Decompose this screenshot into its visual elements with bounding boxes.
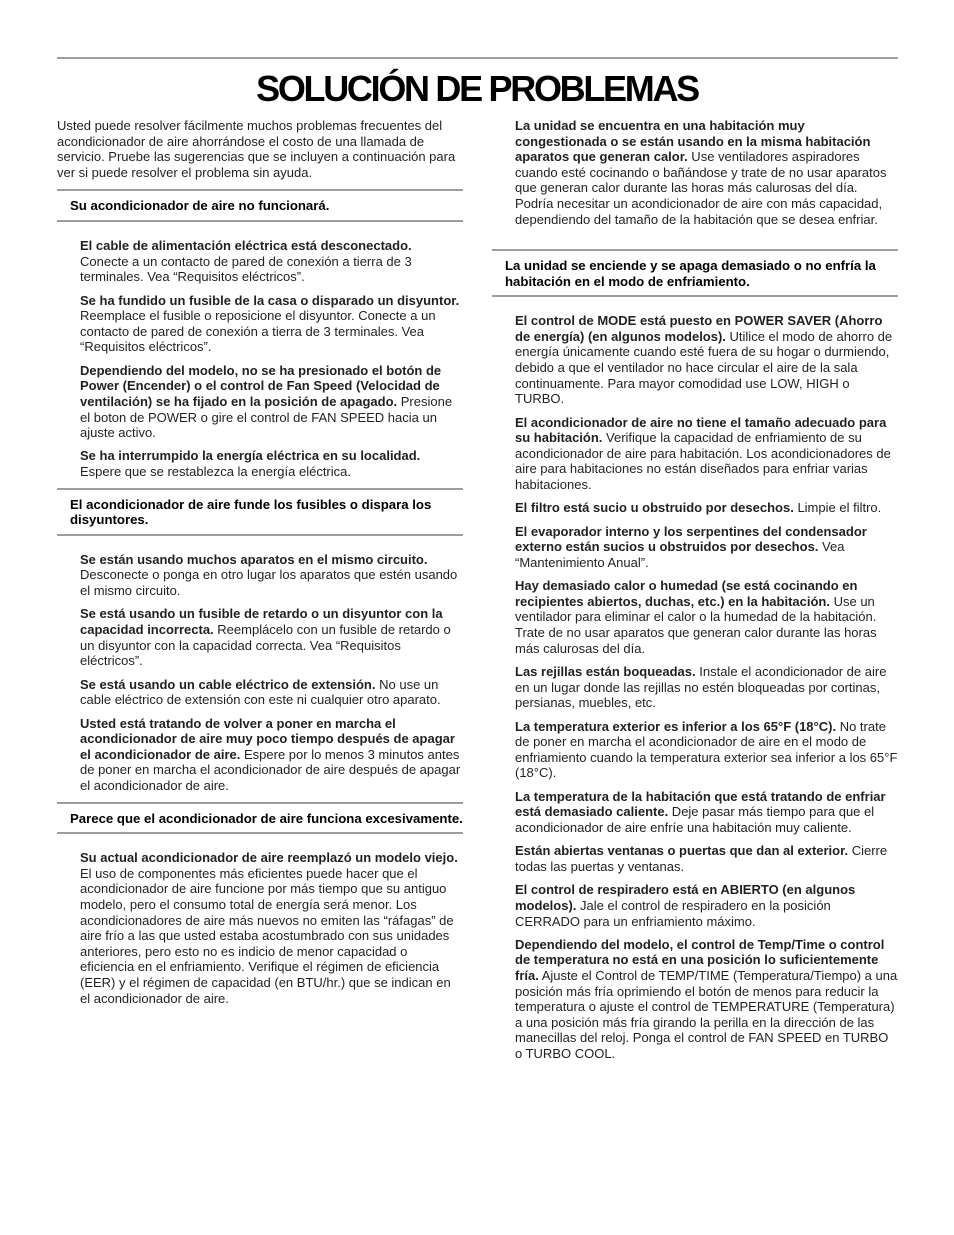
- list-item: [492, 882, 898, 929]
- item-cause: Se está usando un fusible de retardo o un disyuntor con la capacidad incorrecta.: [80, 606, 443, 638]
- item-cause: El evaporador interno y los serpentines del condensador externo están sucios u obstruidos por desechos.: [515, 523, 867, 555]
- section-heading: La unidad se enciende y se apaga demasiado o no enfría la habitación en el modo de enfriamiento.: [492, 249, 898, 297]
- list-item: [492, 313, 898, 407]
- list-item: [57, 552, 463, 599]
- item-cause: La unidad se encuentra en una habitación muy congestionada o se están usando en la misma habitación aparatos que generan calor.: [515, 118, 871, 165]
- section-heading: Su acondicionador de aire no funcionará.: [57, 189, 463, 222]
- item-remedy: El uso de componentes más eficientes puede hacer que el acondicionador de aire funcione por más tiempo que su antiguo modelo, pero el consumo total de energía será menor. Los acondicionadores de aire más nuevos no emiten las “ráfagas” de aire frío a las que usted estaba acostumbrado con sus unidades anteriores, pero esto no es indicio de menor capacidad o eficiencia en el enfriamiento. Verifique el régimen de eficiencia (EER) y el régimen de capacidad (en BTU/hr.) que se indican en el acondicionador de aire.: [80, 865, 454, 1006]
- list-item: [492, 937, 898, 1062]
- list-item: [57, 363, 463, 441]
- list-item: [57, 293, 463, 355]
- item-cause: Dependiendo del modelo, el control de Temp/Time o control de temperatura no está en una posición lo suficientemente fría.: [515, 936, 885, 984]
- item-cause: Su actual acondicionador de aire reemplazó un modelo viejo.: [80, 850, 458, 866]
- page-title: SOLUCIÓN DE PROBLEMAS: [256, 68, 698, 109]
- item-cause: El control de MODE está puesto en POWER SAVER (Ahorro de energía) (en algunos modelos).: [515, 313, 883, 344]
- item-cause: Las rejillas están boqueadas.: [515, 664, 696, 679]
- item-remedy: Vea “Mantenimiento Anual”.: [515, 539, 845, 570]
- list-item: [492, 664, 898, 711]
- left-column: [57, 118, 463, 1014]
- item-cause: Están abiertas ventanas o puertas que dan al exterior.: [515, 843, 849, 859]
- list-item: [492, 415, 898, 493]
- item-remedy: Jale el control de respiradero en la posición CERRADO para un enfriamiento máximo.: [515, 897, 831, 929]
- item-cause: El filtro está sucio u obstruido por desechos.: [515, 500, 794, 516]
- item-remedy: Reemplácelo con un fusible de retardo o un disyuntor con la capacidad correcta. Vea “Requisitos eléctricos”.: [80, 622, 451, 669]
- list-item: [492, 524, 898, 571]
- item-remedy: Cierre todas las puertas y ventanas.: [515, 843, 888, 874]
- item-remedy: No trate de poner en marcha el acondicionador de aire en el modo de enfriamiento cuando la temperatura exterior sea inferior a los 65°F (18°C).: [515, 718, 898, 781]
- list-item: [57, 716, 463, 794]
- item-remedy: Conecte a un contacto de pared de conexión a tierra de 3 terminales. Vea “Requisitos eléctricos”.: [80, 253, 412, 285]
- item-remedy: Espere por lo menos 3 minutos antes de poner en marcha el acondicionador de aire después de apagar el acondicionador de aire.: [80, 746, 461, 793]
- item-remedy: Presione el boton de POWER o gire el control de FAN SPEED hacia un ajuste activo.: [80, 393, 453, 441]
- item-remedy: Use un ventilador para eliminar el calor o la humedad de la habitación. Trate de no usar aparatos que generan calor durante las horas más calurosas del día.: [515, 593, 877, 656]
- item-cause: Dependiendo del modelo, no se ha presionado el botón de Power (Encender) o el control de Fan Speed (Velocidad de ventilación) se ha fijado en la posición de apagado.: [80, 362, 442, 409]
- list-item: [492, 789, 898, 836]
- section-no-funciona: [57, 189, 463, 479]
- item-remedy: Utilice el modo de ahorro de energía únicamente cuando esté fuera de su hogar o durmiendo, debido a que el ventilador no hace circular el aire de la sala continuamente. Para mayor comodidad use LOW, HIGH o TURBO.: [515, 328, 893, 407]
- item-cause: La temperatura exterior es inferior a los 65°F (18°C).: [515, 718, 837, 734]
- section-heading: Parece que el acondicionador de aire funciona excesivamente.: [57, 802, 463, 835]
- list-item: [57, 677, 463, 708]
- item-remedy: Desconecte o ponga en otro lugar los aparatos que estén usando el mismo circuito.: [80, 567, 458, 599]
- list-item: [492, 719, 898, 781]
- item-cause: Usted está tratando de volver a poner en marcha el acondicionador de aire muy poco tiempo después de apagar el acondicionador de aire.: [80, 715, 455, 762]
- item-cause: Se están usando muchos aparatos en el mismo circuito.: [80, 551, 428, 567]
- right-column: [492, 118, 898, 1069]
- item-cause: Se ha fundido un fusible de la casa o disparado un disyuntor.: [80, 292, 460, 308]
- list-item: [492, 578, 898, 656]
- item-cause: Se ha interrumpido la energía eléctrica en su localidad.: [80, 448, 421, 464]
- list-item: [57, 448, 463, 479]
- top-rule: [57, 57, 898, 59]
- list-item: [57, 606, 463, 668]
- item-cause: El control de respiradero está en ABIERTO (en algunos modelos).: [515, 882, 856, 913]
- item-cause: La temperatura de la habitación que está tratando de enfriar está demasiado caliente.: [515, 788, 886, 820]
- spacer: [492, 235, 898, 241]
- item-cause: El cable de alimentación eléctrica está desconectado.: [80, 237, 412, 253]
- item-remedy: Reemplace el fusible o reposicione el disyuntor. Conecte a un contacto de pared de conexión a tierra de 3 terminales. Vea “Requisitos eléctricos”.: [80, 308, 436, 355]
- item-cause: Se está usando un cable eléctrico de extensión.: [80, 676, 376, 692]
- list-item: [57, 238, 463, 285]
- item-cause: El acondicionador de aire no tiene el tamaño adecuado para su habitación.: [515, 414, 887, 446]
- list-item: [492, 843, 898, 874]
- item-remedy: Ajuste el Control de TEMP/TIME (Temperatura/Tiempo) a una posición más fría oprimiendo el botón de menos para reducir la temperatura o ajuste el control de TEMPERATURE (Temperatura) a una posición más fría girando la perilla en la dirección de las manecillas del reloj. Ponga el control de FAN SPEED en TURBO o TURBO COOL.: [515, 968, 898, 1062]
- item-remedy: Instale el acondicionador de aire en un lugar donde las rejillas no estén bloqueadas por cortinas, persianas, muebles, etc.: [515, 664, 887, 711]
- item-remedy: Deje pasar más tiempo para que el acondicionador de aire enfríe una habitación muy caliente.: [515, 804, 875, 835]
- item-remedy: No use un cable eléctrico de extensión con este ni cualquier otro aparato.: [80, 676, 441, 708]
- section-excesivamente: [57, 802, 463, 1007]
- list-item: [492, 118, 898, 227]
- item-remedy: Limpie el filtro.: [793, 500, 882, 516]
- item-remedy: Espere que se restablezca la energía eléctrica.: [80, 464, 351, 480]
- intro-paragraph: Usted puede resolver fácilmente muchos problemas frecuentes del acondicionador de aire ahorrándose el costo de una llamada de servicio. Pruebe las sugerencias que se incluyen a continuación para ver si puede resolver el problema sin ayuda.: [57, 118, 456, 180]
- list-item: [57, 850, 463, 1006]
- item-remedy: Verifique la capacidad de enfriamiento de su acondicionador de aire para habitación. Los acondicionadores de aire para habitaciones no están diseñados para enfriar varias habitaciones.: [515, 430, 891, 492]
- section-fusibles: [57, 488, 463, 794]
- list-item: [492, 500, 898, 516]
- section-enfriamiento: [492, 249, 898, 1062]
- section-heading: El acondicionador de aire funde los fusibles o dispara los disyuntores.: [57, 488, 463, 536]
- item-cause: Hay demasiado calor o humedad (se está cocinando en recipientes abiertos, duchas, etc.) en la habitación.: [515, 578, 858, 609]
- item-remedy: Use ventiladores aspiradores cuando esté cocinando o bañándose y trate de no usar aparatos que generan calor durante las horas más calurosas del día. Podría necesitar un acondicionador de aire con más capacidad, dependiendo del tamaño de la habitación que se desea enfriar.: [515, 149, 887, 227]
